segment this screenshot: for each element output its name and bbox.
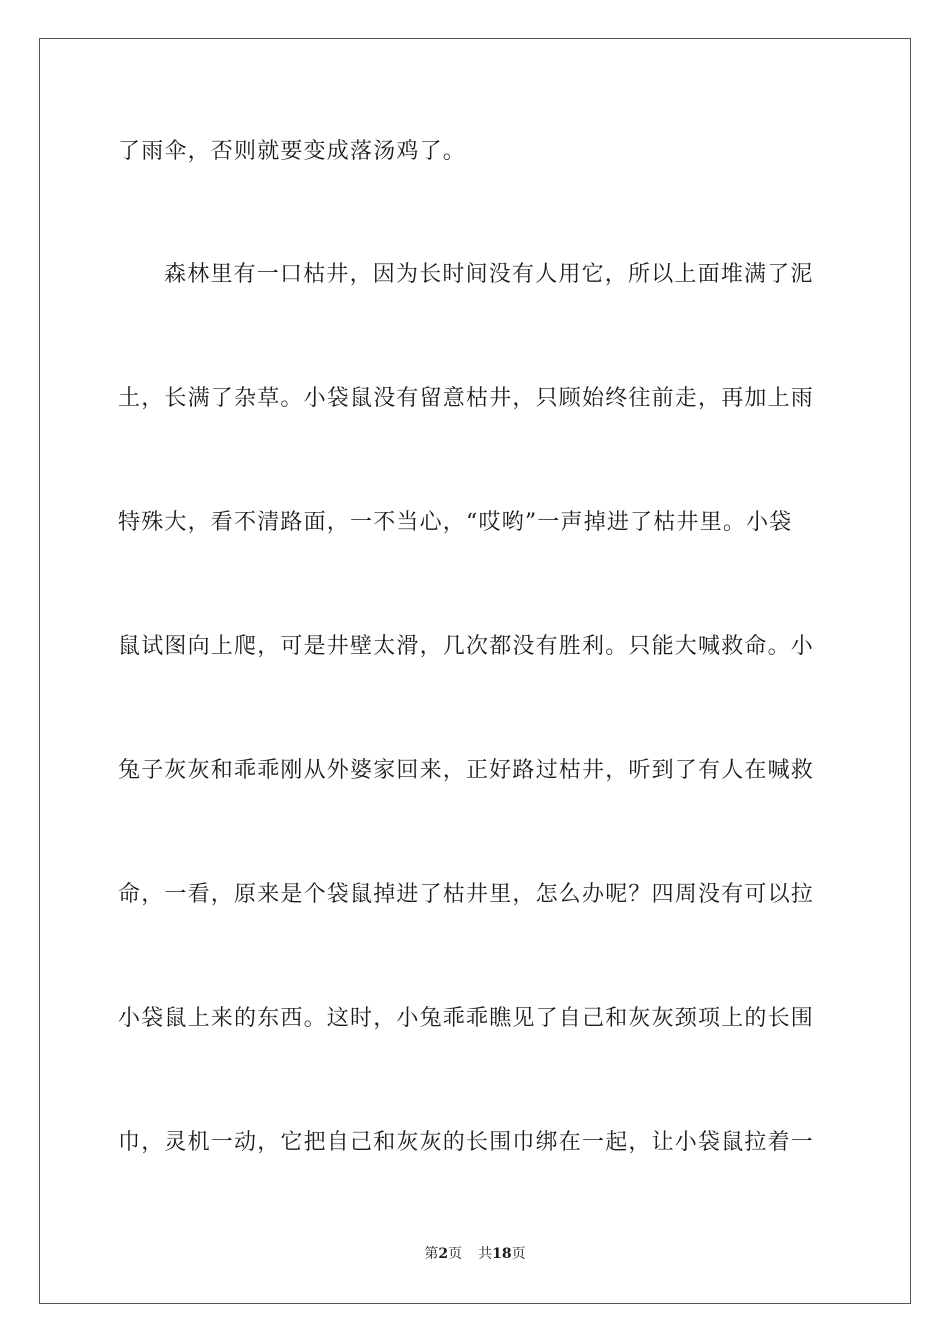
- text-line-9: 巾，灵机一动，它把自己和灰灰的长围巾绑在一起，让小袋鼠拉着一: [118, 1130, 815, 1155]
- page-suffix: 页: [448, 1246, 463, 1262]
- paragraph-start-line: 森林里有一口枯井，因为长时间没有人用它，所以上面堆满了泥: [164, 262, 814, 287]
- page-number: 2: [438, 1246, 449, 1262]
- text-line-5: 鼠试图向上爬，可是井壁太滑，几次都没有胜利。只能大喊救命。小: [118, 634, 815, 659]
- text-line-1: 了雨伞，否则就要变成落汤鸡了。: [118, 139, 467, 164]
- page-footer: [0, 1244, 950, 1264]
- page-border: [39, 38, 911, 1304]
- page-prefix: 第: [424, 1246, 439, 1262]
- text-line-3: 土，长满了杂草。小袋鼠没有留意枯井，只顾始终往前走，再加上雨: [118, 386, 815, 411]
- text-line-8: 小袋鼠上来的东西。这时，小兔乖乖瞧见了自己和灰灰颈项上的长围: [118, 1006, 815, 1031]
- total-prefix: 共: [478, 1246, 493, 1262]
- total-suffix: 页: [511, 1246, 526, 1262]
- text-line-4: 特殊大，看不清路面，一不当心，“哎哟”一声掉进了枯井里。小袋: [118, 510, 793, 535]
- total-pages: 18: [492, 1246, 512, 1262]
- text-line-6: 兔子灰灰和乖乖刚从外婆家回来，正好路过枯井，听到了有人在喊救: [118, 758, 815, 783]
- text-line-7: 命，一看，原来是个袋鼠掉进了枯井里，怎么办呢？四周没有可以拉: [118, 882, 815, 907]
